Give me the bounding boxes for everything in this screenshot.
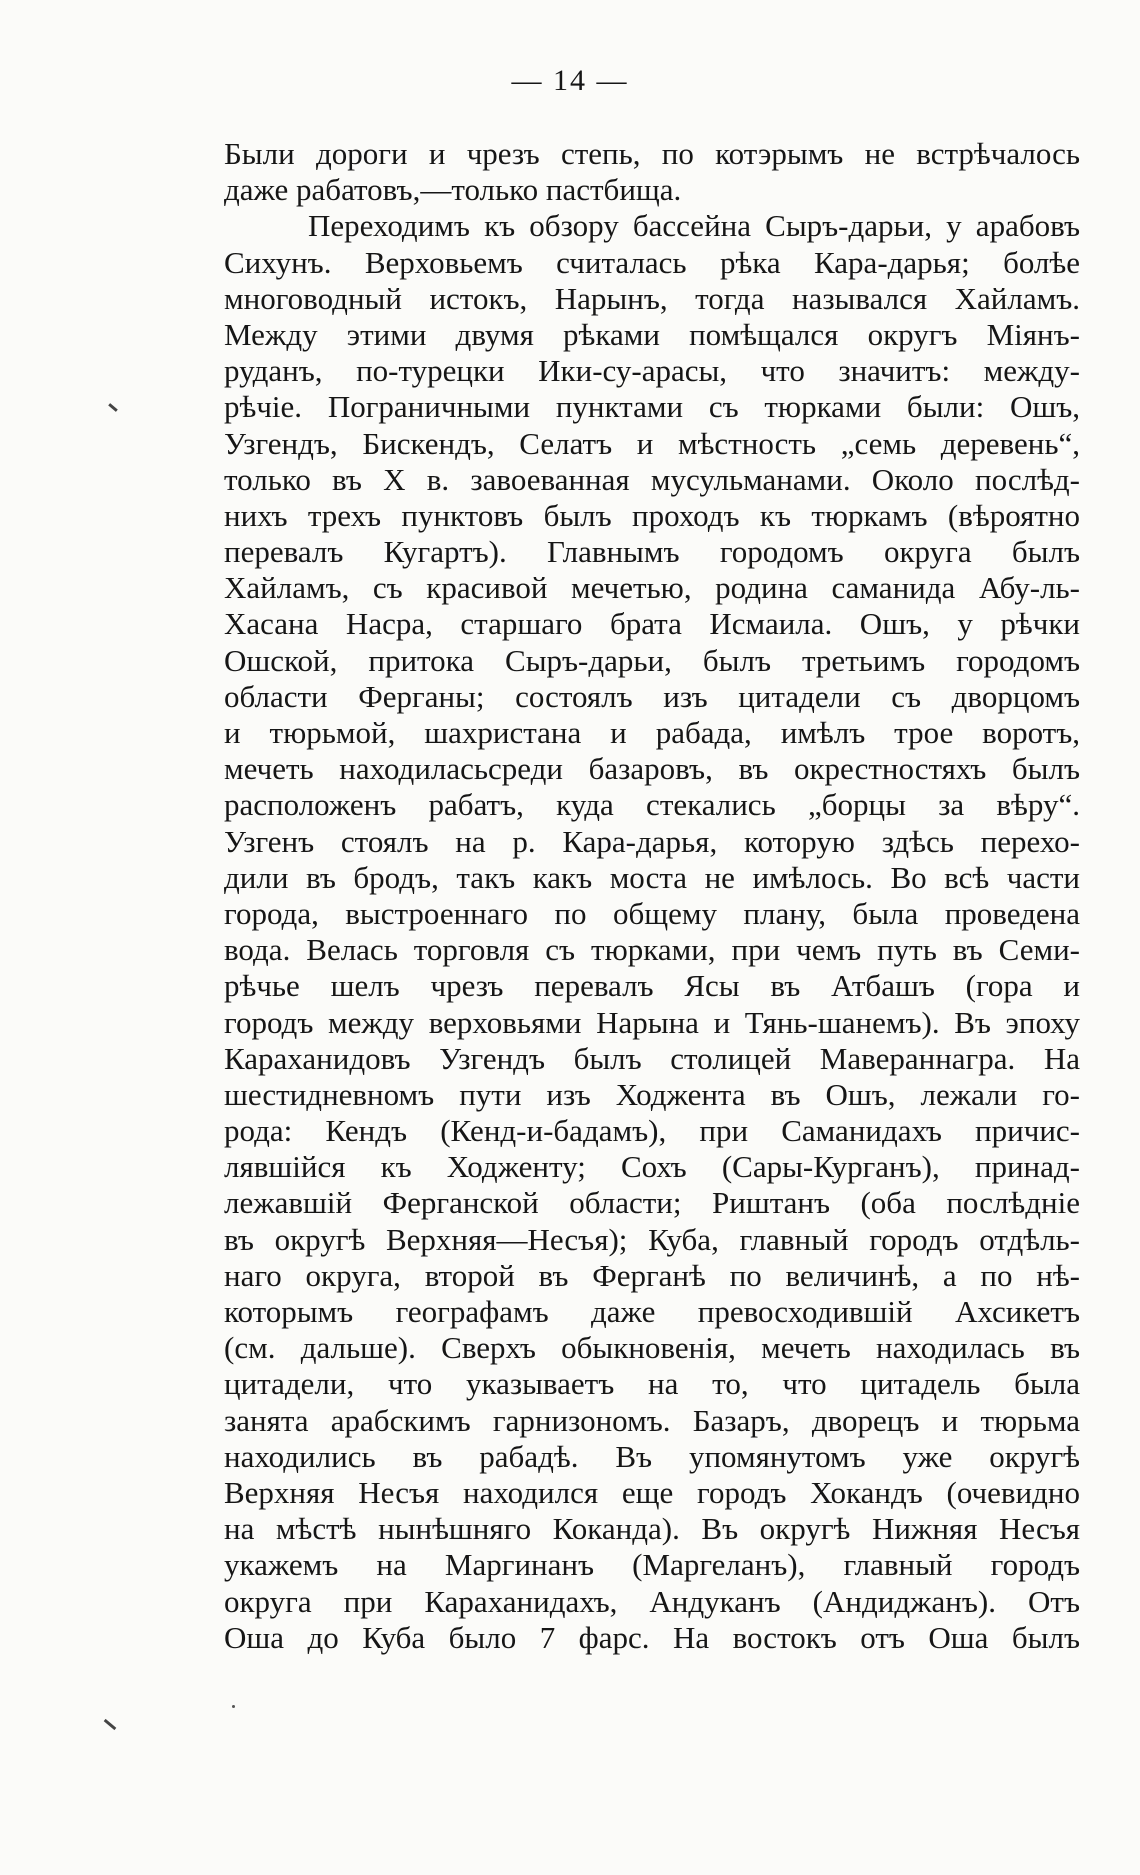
text-line: рѣчіе. Пограничными пунктами съ тюрками были: Ошъ, bbox=[224, 389, 1080, 425]
text-line: рода: Кендъ (Кенд-и-бадамъ), при Саманидахъ причис- bbox=[224, 1113, 1080, 1149]
text-line: (см. дальше). Сверхъ обыкновенія, мечеть находилась въ bbox=[224, 1330, 1080, 1366]
text-line: наго округа, второй въ Ферганѣ по величинѣ, а по нѣ- bbox=[224, 1257, 1080, 1293]
text-line: укажемъ на Маргинанъ (Маргеланъ), главный городъ bbox=[224, 1547, 1080, 1583]
text-line: Сихунъ. Верховьемъ считалась рѣка Кара-дарья; болѣе bbox=[224, 244, 1080, 280]
text-line: находились въ рабадѣ. Въ упомянутомъ уже округѣ bbox=[224, 1438, 1080, 1474]
text-line: Хасана Насра, старшаго брата Исмаила. Ошъ, у рѣчки bbox=[224, 606, 1080, 642]
text-line: лежавшій Ферганской области; Риштанъ (оба послѣдніе bbox=[224, 1185, 1080, 1221]
text-line: Узгенъ стоялъ на р. Кара-дарья, которую здѣсь перехо- bbox=[224, 823, 1080, 859]
text-line: дили въ бродъ, такъ какъ моста не имѣлось. Во всѣ части bbox=[224, 859, 1080, 895]
text-line: Хайламъ, съ красивой мечетью, родина саманида Абу-ль- bbox=[224, 570, 1080, 606]
text-line: мечеть находиласьсреди базаровъ, въ окрестностяхъ былъ bbox=[224, 751, 1080, 787]
text-line: цитадели, что указываетъ на то, что цитадель была bbox=[224, 1366, 1080, 1402]
text-line: на мѣстѣ нынѣшняго Коканда). Въ округѣ Нижняя Несъя bbox=[224, 1511, 1080, 1547]
scan-mark-icon bbox=[108, 403, 118, 412]
scan-mark-icon bbox=[104, 1719, 117, 1730]
text-line: руданъ, по-турецки Ики-су-арасы, что значитъ: между- bbox=[224, 353, 1080, 389]
text-line: вода. Велась торговля съ тюрками, при чемъ путь въ Семи- bbox=[224, 932, 1080, 968]
text-line: перевалъ Кугартъ). Главнымъ городомъ округа былъ bbox=[224, 534, 1080, 570]
text-line: шестидневномъ пути изъ Ходжента въ Ошъ, лежали го- bbox=[224, 1076, 1080, 1112]
scan-dot-icon bbox=[232, 1705, 235, 1708]
text-line: Верхняя Несъя находился еще городъ Хокандъ (очевидно bbox=[224, 1474, 1080, 1510]
text-line: Ошской, притока Сыръ-дарьи, былъ третьимъ городомъ bbox=[224, 642, 1080, 678]
text-line: Между этими двумя рѣками помѣщался округъ Міянъ- bbox=[224, 316, 1080, 352]
text-line: Караханидовъ Узгендъ былъ столицей Мавераннагра. На bbox=[224, 1040, 1080, 1076]
body-text bbox=[224, 136, 1080, 1656]
text-line: въ округѣ Верхняя—Несъя); Куба, главный городъ отдѣль- bbox=[224, 1221, 1080, 1257]
text-line: нихъ трехъ пунктовъ былъ проходъ къ тюркамъ (вѣроятно bbox=[224, 497, 1080, 533]
text-line: городъ между верховьями Нарына и Тянь-шанемъ). Въ эпоху bbox=[224, 1004, 1080, 1040]
text-line: рѣчье шелъ чрезъ перевалъ Ясы въ Атбашъ (гора и bbox=[224, 968, 1080, 1004]
text-line: Оша до Куба было 7 фарс. На востокъ отъ Оша былъ bbox=[224, 1619, 1080, 1655]
text-line: расположенъ рабатъ, куда стекались „борцы за вѣру“. bbox=[224, 787, 1080, 823]
text-line: даже рабатовъ,—только пастбища. bbox=[224, 172, 682, 208]
text-line: занята арабскимъ гарнизономъ. Базаръ, дворецъ и тюрьма bbox=[224, 1402, 1080, 1438]
text-line: Были дороги и чрезъ степь, по котэрымъ не встрѣчалось bbox=[224, 136, 1080, 171]
text-line: города, выстроеннаго по общему плану, была проведена bbox=[224, 895, 1080, 931]
text-line: Узгендъ, Бискендъ, Селатъ и мѣстность „семь деревень“, bbox=[224, 425, 1080, 461]
text-line: Переходимъ къ обзору бассейна Сыръ-дарьи, у арабовъ bbox=[308, 208, 1080, 244]
text-line: области Ферганы; состоялъ изъ цитадели съ дворцомъ bbox=[224, 678, 1080, 714]
text-line: лявшійся къ Ходженту; Сохъ (Сары-Курганъ), принад- bbox=[224, 1149, 1080, 1185]
text-line: многоводный истокъ, Нарынъ, тогда назывался Хайламъ. bbox=[224, 280, 1080, 316]
text-line: только въ X в. завоеванная мусульманами. Около послѣд- bbox=[224, 461, 1080, 497]
text-line: и тюрьмой, шахристана и рабада, имѣлъ трое воротъ, bbox=[224, 715, 1080, 750]
page-number: — 14 — bbox=[511, 64, 629, 97]
text-line: округа при Караханидахъ, Андуканъ (Андиджанъ). Отъ bbox=[224, 1583, 1080, 1619]
text-line: которымъ географамъ даже превосходившій Ахсикетъ bbox=[224, 1294, 1080, 1329]
